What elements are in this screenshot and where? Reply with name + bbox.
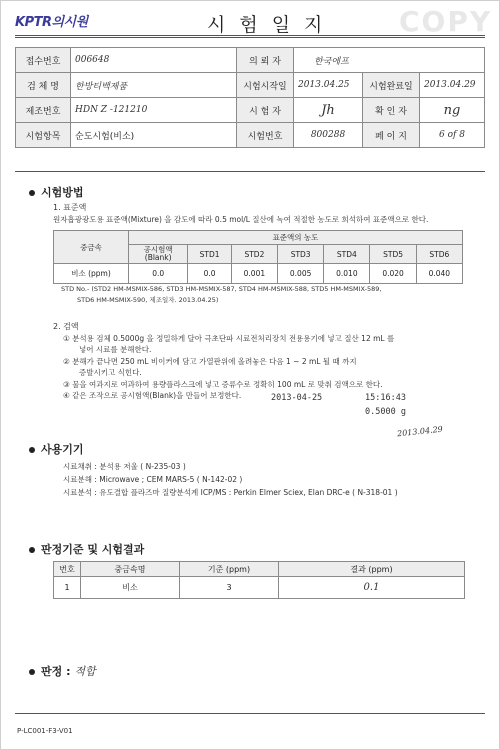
lot-label: 제조번호	[16, 98, 71, 123]
checker-signature: ng	[420, 98, 485, 123]
copy-watermark: COPY	[399, 5, 493, 38]
results-row-limit: 3	[180, 577, 279, 599]
results-result-header: 결과 (ppm)	[279, 562, 465, 577]
std-note-line1: STD No.- (STD2 HM-MSMIX-586, STD3 HM-MSMIX-587, STD4 HM-MSMIX-588, STD5 HM-MSMIX-589,	[61, 285, 382, 293]
equipment-section-heading	[29, 441, 84, 457]
std5-value: 0.020	[370, 264, 416, 284]
std1-value: 0.0	[188, 264, 231, 284]
equipment-line3: 시료분석 : 유도결합 플라즈마 질량분석계 ICP/MS : Perkin Elmer Sciex, Elan DRC-e ( N-318-01 )	[63, 488, 398, 497]
equipment-heading-text: 사용기기	[41, 443, 84, 456]
checker-label: 확 인 자	[363, 98, 420, 123]
concentration-header: 표준액의 농도	[129, 231, 463, 245]
balance-printout-date: 2013-04-25	[271, 393, 323, 403]
balance-printout-weight: 0.5000 g	[365, 407, 406, 417]
blank-header	[129, 245, 188, 264]
std3-value: 0.005	[278, 264, 324, 284]
start-date-value: 2013.04.25	[294, 73, 363, 98]
balance-printout-time: 15:16:43	[365, 393, 406, 403]
blank-header-line1: 공시험액	[143, 245, 173, 254]
sample-label: 검 체 명	[16, 73, 71, 98]
results-table	[53, 561, 465, 599]
end-date-value: 2013.04.29	[420, 73, 485, 98]
std-subheading: 1. 표준액	[53, 203, 87, 212]
bullet-icon	[29, 190, 35, 196]
std-note-line2: STD6 HM-MSMIX-590, 제조일자. 2013.04.25)	[77, 296, 219, 304]
element-header: 중금속	[54, 231, 129, 264]
std4-header: STD4	[324, 245, 370, 264]
std2-header: STD2	[231, 245, 277, 264]
step-1-line1: ① 분석용 검체 0.5000g 을 정밀하게 달아 극초단파 시료전처리장치 전용용기에 넣고 질산 12 mL 를	[63, 334, 395, 343]
client-value: 한국에프	[294, 48, 485, 73]
results-row-result: 0.1	[279, 577, 465, 599]
bullet-icon	[29, 669, 35, 675]
tester-signature: Jh	[294, 98, 363, 123]
step-2-line1: ② 분해가 끝나면 250 mL 비이커에 담고 가열판위에 올려놓은 다음 1 ~ 2 mL 될 때 까지	[63, 357, 357, 366]
results-heading-text: 판정기준 및 시험결과	[41, 543, 145, 556]
end-date-label: 시험완료일	[363, 73, 420, 98]
footer-divider	[15, 713, 485, 714]
results-section-heading	[29, 541, 144, 557]
header-info-table	[15, 47, 485, 148]
equipment-line1: 시료채취 : 분석용 저울 ( N-235-03 )	[63, 462, 186, 471]
page-label: 페 이 지	[363, 123, 420, 148]
equipment-line2: 시료분해 : Microwave ; CEM MARS-5 ( N-142-02 )	[63, 475, 243, 484]
results-no-header: 번호	[54, 562, 81, 577]
lot-value: HDN Z -121210	[71, 98, 237, 123]
document-title: 시험일지	[207, 14, 337, 36]
start-date-label: 시험시작일	[237, 73, 294, 98]
std2-value: 0.001	[231, 264, 277, 284]
form-code: P-LC001-F3-V01	[17, 727, 73, 735]
test-no-label: 시험번호	[237, 123, 294, 148]
std-description: 원자흡광광도용 표준액(Mixture) 을 감도에 따라 0.5 mol/L 질산에 녹여 적절한 농도로 희석하여 표준액으로 한다.	[53, 215, 429, 224]
item-label: 시험항목	[16, 123, 71, 148]
step-4: ④ 같은 조작으로 공시험액(Blank)을 만들어 보정한다.	[63, 391, 242, 400]
step-2-line2: 증발시키고 식힌다.	[79, 368, 142, 377]
title-divider	[15, 35, 485, 36]
verdict-heading	[29, 663, 96, 679]
title-divider-2	[15, 37, 485, 38]
verdict-label: 판정 :	[41, 665, 71, 678]
section-divider	[15, 171, 485, 172]
standard-concentration-table	[53, 230, 463, 284]
std6-header: STD6	[416, 245, 462, 264]
step-1-line2: 넣어 시료를 분해한다.	[79, 345, 152, 354]
handwritten-sign-date: 2013.04.29	[396, 424, 444, 439]
verdict-value: 적합	[74, 665, 96, 678]
std6-value: 0.040	[416, 264, 462, 284]
std3-header: STD3	[278, 245, 324, 264]
sample-value: 한방티백제품	[71, 73, 237, 98]
step-3: ③ 물을 여과지로 여과하여 용량플라스크에 넣고 증류수로 정확히 100 mL 로 맞춰 검액으로 한다.	[63, 380, 383, 389]
method-heading-text: 시험방법	[41, 186, 84, 199]
blank-header-line2: (Blank)	[144, 253, 172, 262]
results-element-header: 중금속명	[81, 562, 180, 577]
results-row-name: 비소	[81, 577, 180, 599]
bullet-icon	[29, 547, 35, 553]
tester-label: 시 험 자	[237, 98, 294, 123]
receipt-no-value: 006648	[71, 48, 237, 73]
method-section-heading	[29, 184, 84, 200]
receipt-no-label: 접수번호	[16, 48, 71, 73]
company-logo: KPTR의시원	[15, 15, 88, 30]
solution-subheading: 2. 검액	[53, 322, 79, 331]
results-limit-header: 기준 (ppm)	[180, 562, 279, 577]
client-label: 의 뢰 자	[237, 48, 294, 73]
arsenic-row-label: 비소 (ppm)	[54, 264, 129, 284]
bullet-icon	[29, 447, 35, 453]
std5-header: STD5	[370, 245, 416, 264]
test-no-value: 800288	[294, 123, 363, 148]
results-row-no: 1	[54, 577, 81, 599]
blank-value: 0.0	[129, 264, 188, 284]
item-value: 순도시험(비소)	[71, 123, 237, 148]
std4-value: 0.010	[324, 264, 370, 284]
std1-header: STD1	[188, 245, 231, 264]
page-value: 6 of 8	[420, 123, 485, 148]
